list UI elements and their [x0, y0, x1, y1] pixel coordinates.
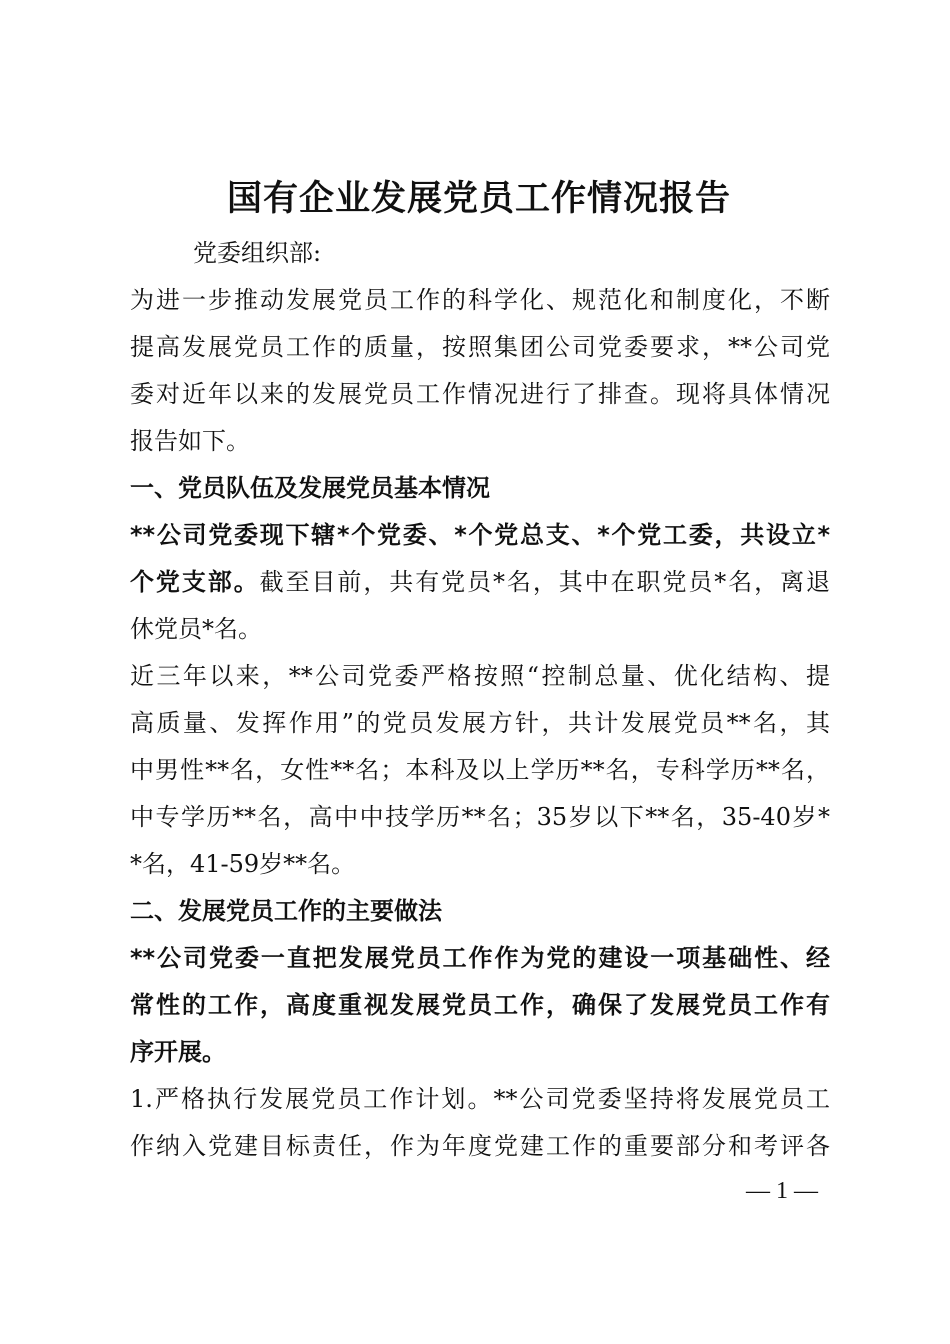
- body-line: 序开展。: [130, 1038, 226, 1066]
- body-line-segment: 截至目前，共有党员*名，其中在职党员*名，离退: [259, 568, 831, 596]
- body-line-segment: 个党支部。: [130, 568, 260, 596]
- body-line: 报告如下。: [130, 427, 250, 455]
- body-line: 中男性**名，女性**名；本科及以上学历**名，专科学历**名，: [130, 756, 830, 784]
- body-line: 近三年以来，**公司党委严格按照“控制总量、优化结构、提: [130, 662, 830, 690]
- page-number: — 1 —: [746, 1178, 818, 1204]
- body-line: 作纳入党建目标责任，作为年度党建工作的重要部分和考评各: [130, 1132, 830, 1160]
- salutation: 党委组织部:: [193, 239, 322, 267]
- body-line: 为进一步推动发展党员工作的科学化、规范化和制度化，不断: [130, 286, 830, 314]
- body-line: 休党员*名。: [130, 615, 262, 643]
- document-title: 国有企业发展党员工作情况报告: [226, 178, 731, 219]
- body-lines: [130, 277, 830, 1170]
- body-line: [130, 559, 830, 606]
- document-body: [130, 230, 830, 1170]
- body-line: 二、发展党员工作的主要做法: [130, 897, 442, 925]
- body-line: 高质量、发挥作用”的党员发展方针，共计发展党员**名，其: [130, 709, 830, 737]
- body-line: *名，41-59岁**名。: [130, 850, 356, 878]
- body-line: **公司党委现下辖*个党委、*个党总支、*个党工委，共设立*: [130, 521, 830, 549]
- body-line: 中专学历**名，高中中技学历**名；35岁以下**名，35-40岁*: [130, 803, 830, 831]
- body-line: 一、党员队伍及发展党员基本情况: [130, 474, 490, 502]
- body-line: 1.严格执行发展党员工作计划。**公司党委坚持将发展党员工: [130, 1085, 830, 1113]
- body-line: 委对近年以来的发展党员工作情况进行了排查。现将具体情况: [130, 380, 830, 408]
- body-line: **公司党委一直把发展党员工作作为党的建设一项基础性、经: [130, 944, 830, 972]
- body-line: 提高发展党员工作的质量，按照集团公司党委要求，**公司党: [130, 333, 830, 361]
- body-line: 常性的工作，高度重视发展党员工作，确保了发展党员工作有: [130, 991, 830, 1019]
